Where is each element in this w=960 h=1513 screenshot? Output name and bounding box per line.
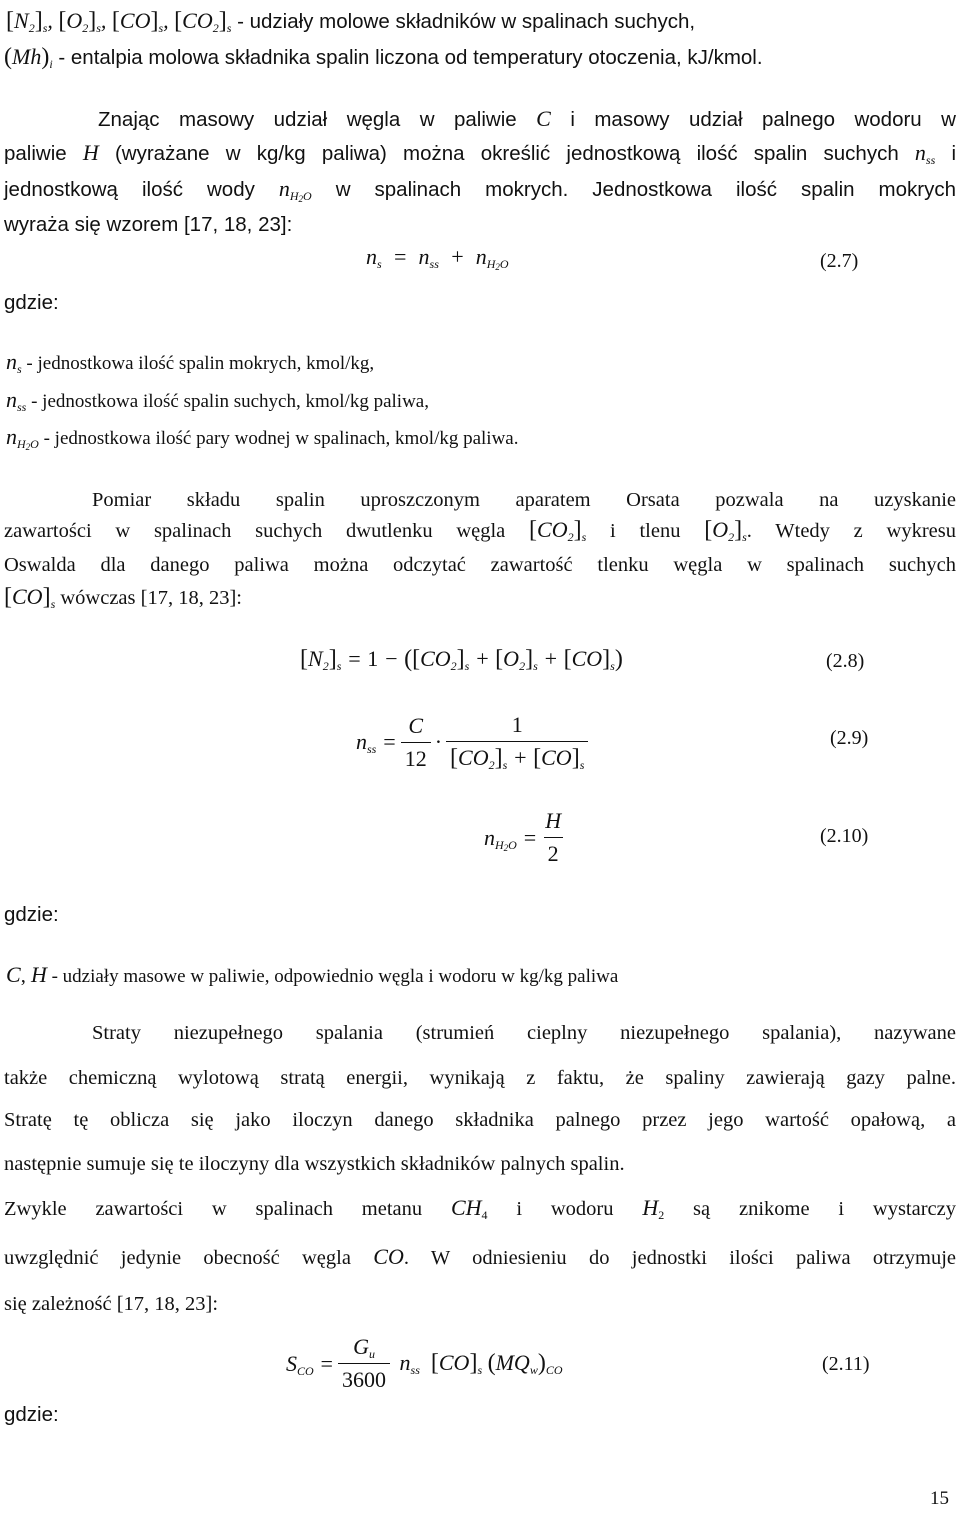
para4-line2: uwzględnić jedynie obecność węgla CO. W odniesieniu do jednostki ilości paliwa otrzymuje [4,1244,957,1269]
definition-nss: $n_{ss}$ - jednostkowa ilość spalin suchych, kmol/kg paliwa, [6,387,429,414]
para4-line2-b: . W odniesieniu do jednostki ilości paliwa otrzymuje [403,1247,957,1269]
para1-line1-b: i masowy udział palnego wodoru w [550,108,956,131]
equation-2-9-frac2: $\frac{1}{[CO_2]_s + [CO]_s}$ [446,712,588,772]
equation-2-9-number: (2.9) [830,727,869,749]
para1-line1-a: Znając masowy udział węgla w paliwie [98,108,537,131]
equation-2-9: $n_{ss}$ = $\frac{C}{12}$ · $\frac{1}{[CO_2]_s + [CO]_s}$ [356,712,592,772]
equation-2-7: $n_s = n_{ss} + n_{H_2O}$ [366,244,509,272]
para1-line2-c: i [935,142,957,165]
gdzie-label-3: gdzie: [4,1403,59,1426]
para3-line4: następnie sumuje się te iloczyny dla wszystkich składników palnych spalin. [4,1153,625,1175]
definition-mole-fractions: $[N_2]_s$, $[O_2]_s$, $[CO]_s$, $[CO_2]_s$ - udziały molowe składników w spalinach suchych, [6,8,696,35]
equation-2-7-number: (2.7) [820,250,859,272]
para4-line1-b: i wodoru [487,1198,643,1220]
para1-line2: paliwie H (wyrażane w kg/kg paliwa) można określić jednostkową ilość spalin suchych $n_{ss}$ i [4,140,957,167]
definition-C-H-text: - udziały masowe w paliwie, odpowiednio węgla i wodoru w kg/kg paliwa [46,966,619,987]
definition-ns: $n_s$ - jednostkowa ilość spalin mokrych, kmol/kg, [6,349,375,376]
para2-line2: zawartości w spalinach suchych dwutlenku węgla $[CO_2]_s$ i tlenu $[O_2]_s$. Wtedy z wykresu [4,517,956,544]
equation-2-11-number: (2.11) [822,1353,870,1375]
definition-C-H: C, H - udziały masowe w paliwie, odpowiednio węgla i wodoru w kg/kg paliwa [6,962,619,987]
definition-nh2o-text: - jednostkowa ilość pary wodnej w spalinach, kmol/kg paliwa. [38,428,519,449]
para1-line2-b: (wyrażane w kg/kg paliwa) można określić jednostkową ilość spalin suchych [98,142,915,165]
definition-molar-enthalpy: $(Mh)_i$ - entalpia molowa składnika spalin liczona od temperatury otoczenia, kJ/kmol. [4,44,763,71]
para4-line1: Zwykle zawartości w spalinach metanu $CH_4$ i wodoru $H_2$ są znikome i wystarczy [4,1195,957,1222]
equation-2-10: $n_{H_2O}$ = $\frac{H}{2}$ [484,808,569,867]
page-number: 15 [930,1488,949,1509]
para4-line1-c: są znikome i wystarczy [664,1198,957,1220]
para2-line4: $[CO]_s$ wówczas [17, 18, 23]: [4,584,242,611]
gdzie-label-1: gdzie: [4,291,59,314]
para2-line3: Oswalda dla danego paliwa można odczytać zawartość tlenku węgla w spalinach suchych [4,554,956,576]
definition-molar-enthalpy-text: - entalpia molowa składnika spalin liczona od temperatury otoczenia, kJ/kmol. [52,46,763,69]
para3-line2: także chemiczną wylotową stratą energii, wynikają z faktu, że spaliny zawierają gazy palne. [4,1067,956,1089]
equation-2-11: $S_{CO}$ = $\frac{G_u}{3600}$ $n_{ss}$ $[CO]_s$ $(MQ_w)_{CO}$ [286,1334,563,1392]
equation-2-10-number: (2.10) [820,825,869,847]
equation-2-11-frac: $\frac{G_u}{3600}$ [338,1334,390,1393]
equation-2-9-num-const: 1 [511,712,523,737]
para3-line1: Straty niezupełnego spalania (strumień cieplny niezupełnego spalania), nazywane [92,1022,956,1044]
para4-line2-a: uwzględnić jedynie obecność węgla [4,1247,374,1269]
para4-line3: się zależność [17, 18, 23]: [4,1293,219,1315]
para1-line3-a: jednostkową ilość wody [4,178,279,201]
para2-line2-b: i tlenu [586,520,705,542]
para1-line3: jednostkową ilość wody $n_{H_2O}$ w spalinach mokrych. Jednostkowa ilość spalin mokrych [4,176,957,204]
equation-2-10-frac: $\frac{H}{2}$ [545,808,562,866]
equation-2-10-den: 2 [544,837,563,867]
para1-line2-a: paliwie [4,142,83,165]
para2-line2-a: zawartości w spalinach suchych dwutlenku węgla [4,520,530,542]
gdzie-label-2: gdzie: [4,903,59,926]
equation-2-9-den-const: 12 [401,742,431,772]
definition-nss-text: - jednostkowa ilość spalin suchych, kmol/kg paliwa, [26,391,429,412]
definition-nh2o: $n_{H_2O}$ - jednostkowa ilość pary wodnej w spalinach, kmol/kg paliwa. [6,424,519,452]
equation-2-8: $[N_2]_s = 1 - ([CO_2]_s + [O_2]_s + [CO]_s)$ [300,646,623,673]
equation-2-11-den: 3600 [338,1363,390,1393]
para2-line1: Pomiar składu spalin uproszczonym aparatem Orsata pozwala na uzyskanie [92,489,956,511]
equation-2-9-frac1: $\frac{C}{12}$ [401,713,431,772]
definition-ns-text: - jednostkowa ilość spalin mokrych, kmol/kg, [21,353,375,374]
definition-mole-fractions-text: - udziały molowe składników w spalinach suchych, [231,10,696,33]
para1-line4: wyraża się wzorem [17, 18, 23]: [4,213,293,236]
para2-line2-c: . Wtedy z wykresu [746,520,956,542]
para3-line3: Stratę tę oblicza się jako iloczyn danego składnika palnego przez jego wartość opałową, a [4,1109,956,1131]
equation-2-8-number: (2.8) [826,650,865,672]
para2-line4-a: wówczas [17, 18, 23]: [55,587,242,609]
para4-line1-a: Zwykle zawartości w spalinach metanu [4,1198,451,1220]
para1-line1: Znając masowy udział węgla w paliwie C i masowy udział palnego wodoru w [98,106,956,131]
para1-line3-b: w spalinach mokrych. Jednostkowa ilość spalin mokrych [311,178,957,201]
